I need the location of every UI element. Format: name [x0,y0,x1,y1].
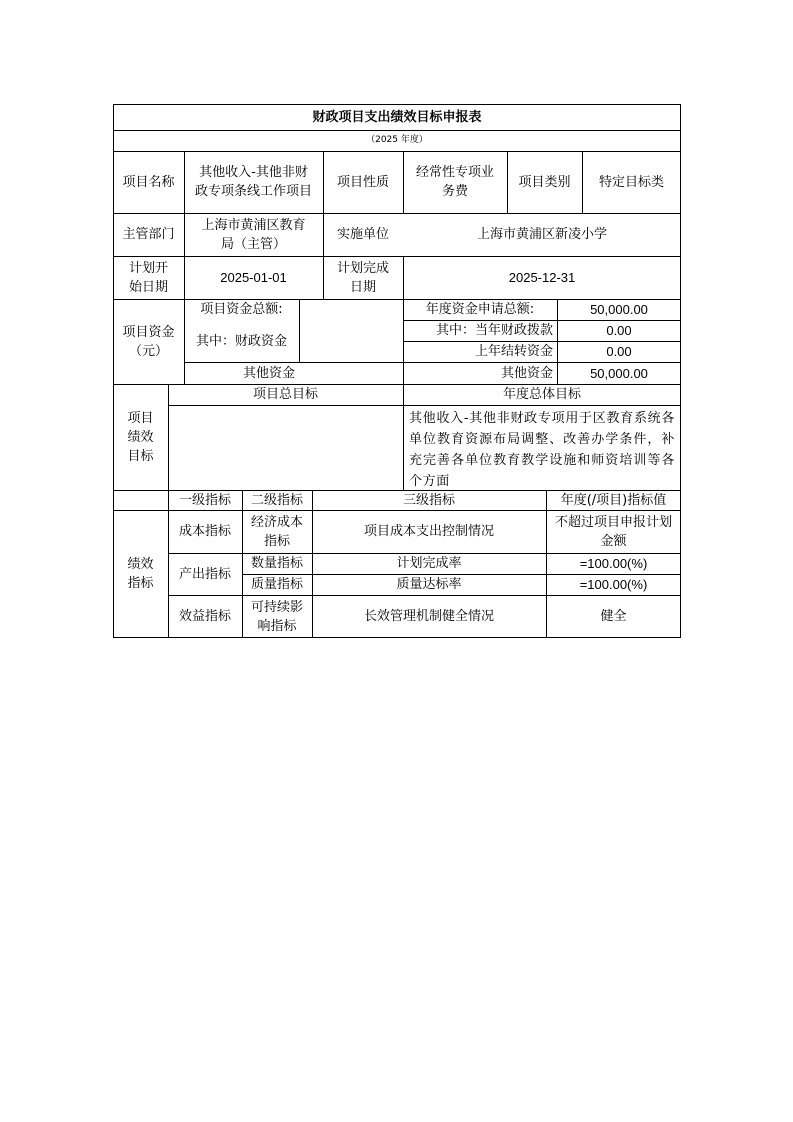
form-year: （2025 年度） [366,135,428,145]
annual-funds-value: 50,000.00 [590,302,648,317]
carry-over-value: 0.00 [606,344,632,359]
current-fiscal-label: 其中：当年财政拨款 [435,323,553,338]
quality-rate-value: =100.00(%) [579,577,648,592]
annual-goal: 其他收入-其他非财政专项用于区教育系统各单位教育资源布局调整、改善办学条件，补充完善各单位教育教学设施和师资培训等各个方面 [409,411,675,489]
project-nature-label: 项目性质 [336,174,389,190]
header-level1: 一级指标 [178,492,231,508]
funds-total-value [299,299,403,320]
output-indicator: 产出指标 [178,566,231,582]
unit: 上海市黄浦区新凌小学 [476,227,607,242]
project-category: 特定目标类 [598,174,664,190]
carry-over-label: 上年结转资金 [474,344,553,359]
dept-label: 主管部门 [122,227,175,242]
indicators-label: 绩效指标 [127,557,154,591]
funds-other-label: 其他资金 [242,365,295,381]
funds-fiscal-value [299,320,403,362]
goals-label: 项目绩效目标 [127,410,154,464]
cost-control-indicator: 项目成本支出控制情况 [363,524,494,539]
start-date: 2025-01-01 [220,270,287,285]
annual-other-label: 其他资金 [500,365,553,381]
performance-target-form [113,104,681,638]
cost-indicator: 成本指标 [178,524,231,539]
completion-rate-value: =100.00(%) [579,556,648,571]
total-goal-label: 项目总目标 [252,387,318,402]
funds-total-label: 项目资金总额: [200,302,283,317]
total-goal [168,405,403,490]
end-date: 2025-12-31 [508,270,576,285]
form-title: 财政项目支出绩效目标申报表 [312,109,482,125]
project-nature: 经常性专项业务费 [415,165,494,199]
quality-rate-indicator: 质量达标率 [396,577,462,592]
benefit-indicator: 效益指标 [178,609,231,624]
completion-rate-indicator: 计划完成率 [396,556,462,571]
cost-control-value: 不超过项目申报计划金额 [554,514,672,549]
header-value: 年度(/项目)指标值 [560,492,667,508]
management-mechanism-indicator: 长效管理机制健全情况 [363,609,494,624]
funds-fiscal-label: 其中：财政资金 [195,333,287,349]
end-date-label: 计划完成日期 [336,260,389,295]
annual-other-value: 50,000.00 [590,365,648,381]
annual-funds-label: 年度资金申请总额: [425,302,535,317]
funds-other-value [299,362,403,384]
quality-indicator: 质量指标 [250,577,303,592]
project-name: 其他收入-其他非财政专项条线工作项目 [194,165,312,199]
header-level3: 三级指标 [402,492,455,508]
funds-label: 项目资金（元） [122,324,175,359]
header-level2: 二级指标 [250,492,303,508]
start-date-label: 计划开始日期 [128,260,168,295]
annual-goal-label: 年度总体目标 [502,387,581,402]
project-name-label: 项目名称 [122,174,175,190]
current-fiscal-value: 0.00 [606,323,632,338]
sustainability-indicator: 可持续影响指标 [250,599,303,634]
economic-cost-indicator: 经济成本指标 [250,514,303,549]
unit-label: 实施单位 [336,227,389,242]
project-category-label: 项目类别 [518,174,571,190]
quantity-indicator: 数量指标 [250,556,303,571]
management-mechanism-value: 健全 [600,609,627,624]
dept: 上海市黄浦区教育局（主管） [201,217,306,252]
